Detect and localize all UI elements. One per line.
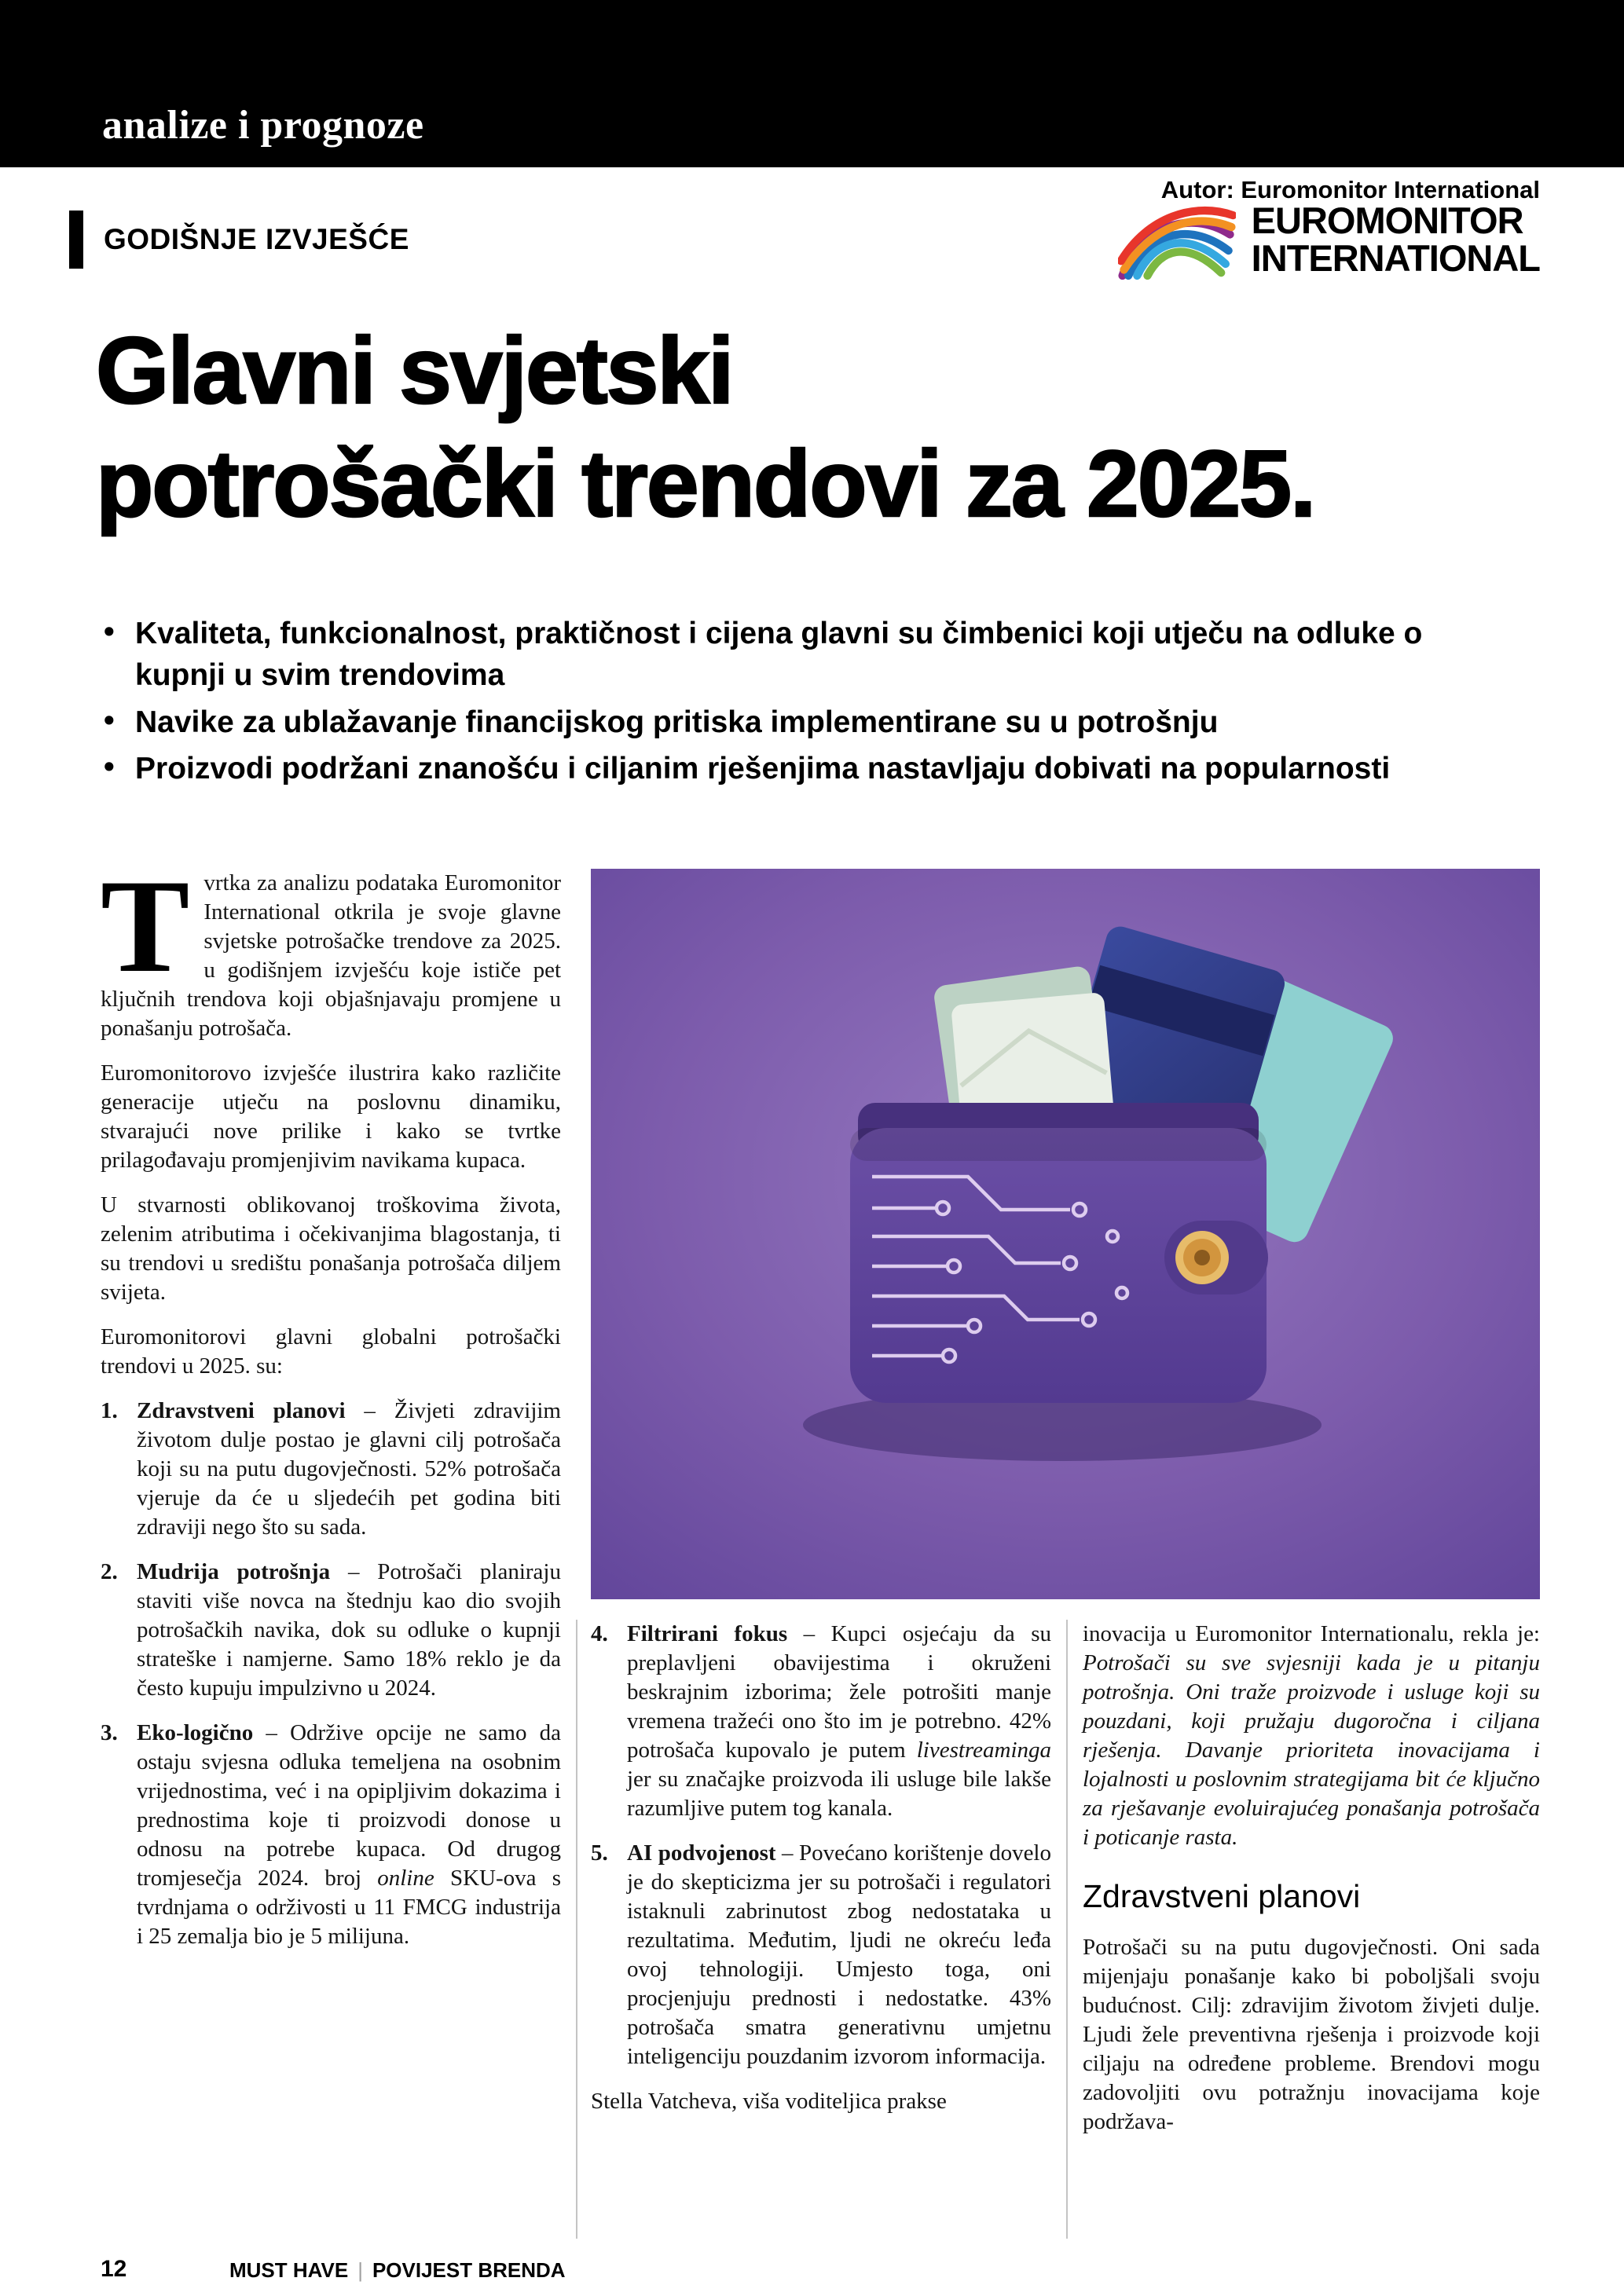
author-line: Autor: Euromonitor International bbox=[1160, 176, 1540, 203]
trend-body-italic: livestreaminga bbox=[916, 1738, 1051, 1763]
trend-body: – Povećano korištenje dovelo je do skepticizma jer su potrošači i regulatori istaknuli zabrinutost zbog nedostataka u rezultatima. Međutim, ljudi ne okreću leđa ovoj tehnologiji. Umjesto toga, oni procjenjuju prednosti i nedostatke. 43% potrošača smatra generativnu umjetnu inteligenciju pouzdanim izvorom informacija. bbox=[627, 1840, 1051, 2069]
trend-text bbox=[627, 1839, 1051, 2071]
logo-text bbox=[1252, 202, 1540, 277]
kicker-bar-icon bbox=[69, 211, 83, 269]
trend-text bbox=[137, 1558, 561, 1703]
key-points-list bbox=[102, 613, 1516, 795]
column-divider bbox=[1066, 1620, 1068, 2239]
trend-body: – Potrošači planiraju staviti više novca na štednju kao dio svojih potrošačkih navika, dok su odluke o kupnji strateške i namjerne. Samo 18% reklo je da često kupuju impulzivno u 2024. bbox=[137, 1559, 561, 1701]
bullet-icon: • bbox=[104, 615, 115, 649]
trend-number: 3. bbox=[101, 1720, 118, 1745]
trend-text bbox=[137, 1397, 561, 1542]
quote-continuation: inovacija u Euromonitor Internationalu, rekla je: bbox=[1083, 1621, 1540, 1646]
bullet-icon: • bbox=[104, 703, 115, 738]
masthead bbox=[0, 0, 1624, 167]
clasp-icon bbox=[1175, 1231, 1229, 1284]
key-point bbox=[102, 701, 1516, 743]
intro-paragraph-3: U stvarnosti oblikovanoj troškovima života, zelenim atributima i očekivanjima blagostanja, ti su trendovi u središtu ponašanja potrošača diljem svijeta. bbox=[101, 1192, 561, 1305]
quote-paragraph bbox=[1083, 1620, 1540, 1852]
key-point-text: Proizvodi podržani znanošću i ciljanim rješenjima nastavljaju dobivati na popularnosti bbox=[135, 752, 1391, 786]
intro-paragraph-4: Euromonitorovi glavni globalni potrošački trendovi u 2025. su: bbox=[101, 1324, 561, 1379]
wallet-illustration-graphic bbox=[591, 869, 1540, 1599]
trend-item-1 bbox=[101, 1397, 561, 1542]
bullet-icon: • bbox=[104, 750, 115, 785]
page-footer bbox=[0, 2256, 1624, 2287]
footer-brand: MUST HAVE bbox=[229, 2258, 349, 2282]
intro-paragraph-1 bbox=[101, 852, 561, 1043]
intro-paragraph-1-text: vrtka za analizu podataka Euromonitor International otkrila je svoje glavne svjetske potrošačke trendove za 2025. u godišnjem izvješću koje ističe pet ključnih trendova koji objašnjavaju promjene u ponašanju potrošača. bbox=[101, 870, 561, 1041]
logo-text-line1: EUROMONITOR bbox=[1251, 200, 1523, 242]
logo-arcs-icon bbox=[1118, 198, 1236, 281]
quote-italic: Potrošači su sve svjesniji kada je u pitanju potrošnja. Oni traže proizvode i usluge koji su pouzdani, koji pružaju dugoročna i ciljana rješenja. Davanje prioriteta inovacijama i lojalnosti u poslovnim strategijama bit će ključno za rješavanje evoluirajućeg ponašanja potrošača i poticanje rasta. bbox=[1083, 1650, 1540, 1850]
trend-number: 2. bbox=[101, 1559, 118, 1584]
key-point bbox=[102, 748, 1516, 789]
trend-item-2 bbox=[101, 1558, 561, 1703]
logo-text-line2: INTERNATIONAL bbox=[1251, 237, 1540, 279]
trend-body-post: SKU-ova s tvrdnjama o održivosti u 11 FMCG industrija i 25 zemalja bio je 5 milijuna. bbox=[137, 1866, 561, 1949]
key-point-text: Kvaliteta, funkcionalnost, praktičnost i cijena glavni su čimbenici koji utječu na odluke o kupnji u svim trendovima bbox=[135, 617, 1423, 693]
column-middle bbox=[591, 1620, 1051, 2132]
key-point-text: Navike za ublažavanje financijskog pritiska implementirane su u potrošnju bbox=[135, 705, 1219, 739]
kicker-label: GODIŠNJE IZVJEŠĆE bbox=[104, 223, 409, 255]
section-heading: Zdravstveni planovi bbox=[1083, 1878, 1361, 1914]
footer-separator: | bbox=[357, 2258, 363, 2282]
speaker-line: Stella Vatcheva, viša voditeljica prakse bbox=[591, 2089, 947, 2114]
wallet-illustration bbox=[591, 869, 1540, 1599]
trend-body: – Živjeti zdravijim životom dulje postao je glavni cilj potrošača koji su na putu dugovječnosti. 52% potrošača vjeruje da će u sljedećih pet godina biti zdraviji nego što su sada. bbox=[137, 1398, 561, 1540]
trend-text bbox=[137, 1719, 561, 1951]
trend-item-3 bbox=[101, 1719, 561, 1951]
headline-line2: potrošački trendovi za 2025. bbox=[96, 431, 1315, 536]
column-left bbox=[101, 852, 561, 1967]
trend-lead: Eko-logično bbox=[137, 1720, 254, 1745]
headline-line1: Glavni svjetski bbox=[96, 318, 733, 423]
footer-brandline bbox=[229, 2258, 566, 2283]
trend-lead: Mudrija potrošnja bbox=[137, 1559, 331, 1584]
section-body: Potrošači su na putu dugovječnosti. Oni sada mijenjaju ponašanje kako bi poboljšali svoju budućnost. Cilj: zdravijim životom živjeti dulje. Ljudi žele preventivna rješenja i proizvode koji ciljaju na određene probleme. Brendovi mogu zadovoljiti ovu potražnju inovacijama koje podržava- bbox=[1083, 1935, 1540, 2135]
trend-text bbox=[627, 1620, 1051, 1823]
key-point bbox=[102, 613, 1516, 697]
trend-lead: Filtrirani fokus bbox=[627, 1621, 788, 1646]
trend-item-5 bbox=[591, 1839, 1051, 2071]
drop-cap: T bbox=[101, 852, 190, 1000]
trend-number: 5. bbox=[591, 1840, 608, 1866]
trend-lead: Zdravstveni planovi bbox=[137, 1398, 346, 1423]
trend-body-italic: online bbox=[377, 1866, 434, 1891]
trend-body: – Održive opcije ne samo da ostaju svjesna odluka temeljena na osobnim vrijednostima, već i na opipljivim dokazima i prednostima koje ti proizvodi donose u odnosu na potrebe kupaca. Od drugog tromjesečja 2024. broj bbox=[137, 1720, 561, 1891]
trend-body: – Kupci osjećaju da su preplavljeni obavijestima i okruženi beskrajnim izborima; žele potrošiti manje vremena tražeći ono što im je potrebno. 42% potrošača kupovalo je putem bbox=[627, 1621, 1052, 1763]
trend-lead: AI podvojenost bbox=[627, 1840, 776, 1866]
trend-number: 1. bbox=[101, 1398, 118, 1423]
kicker bbox=[69, 211, 409, 269]
column-divider bbox=[576, 1620, 577, 2239]
masthead-title: analize i prognoze bbox=[102, 103, 424, 148]
page-number: 12 bbox=[101, 2256, 127, 2282]
trend-body-post: jer su značajke proizvoda ili usluge bile lakše razumljive putem tog kanala. bbox=[627, 1767, 1051, 1821]
footer-section: POVIJEST BRENDA bbox=[372, 2258, 566, 2282]
trend-item-4 bbox=[591, 1620, 1051, 1823]
euromonitor-logo bbox=[1118, 198, 1540, 281]
trend-number: 4. bbox=[591, 1621, 608, 1646]
intro-paragraph-2: Euromonitorovo izvješće ilustrira kako različite generacije utječu na poslovnu dinamiku, stvarajući nove prilike i kako se tvrtke prilagođavaju promjenjivim navikama kupaca. bbox=[101, 1060, 561, 1173]
column-right bbox=[1083, 1620, 1540, 2152]
page-title bbox=[96, 314, 1549, 540]
